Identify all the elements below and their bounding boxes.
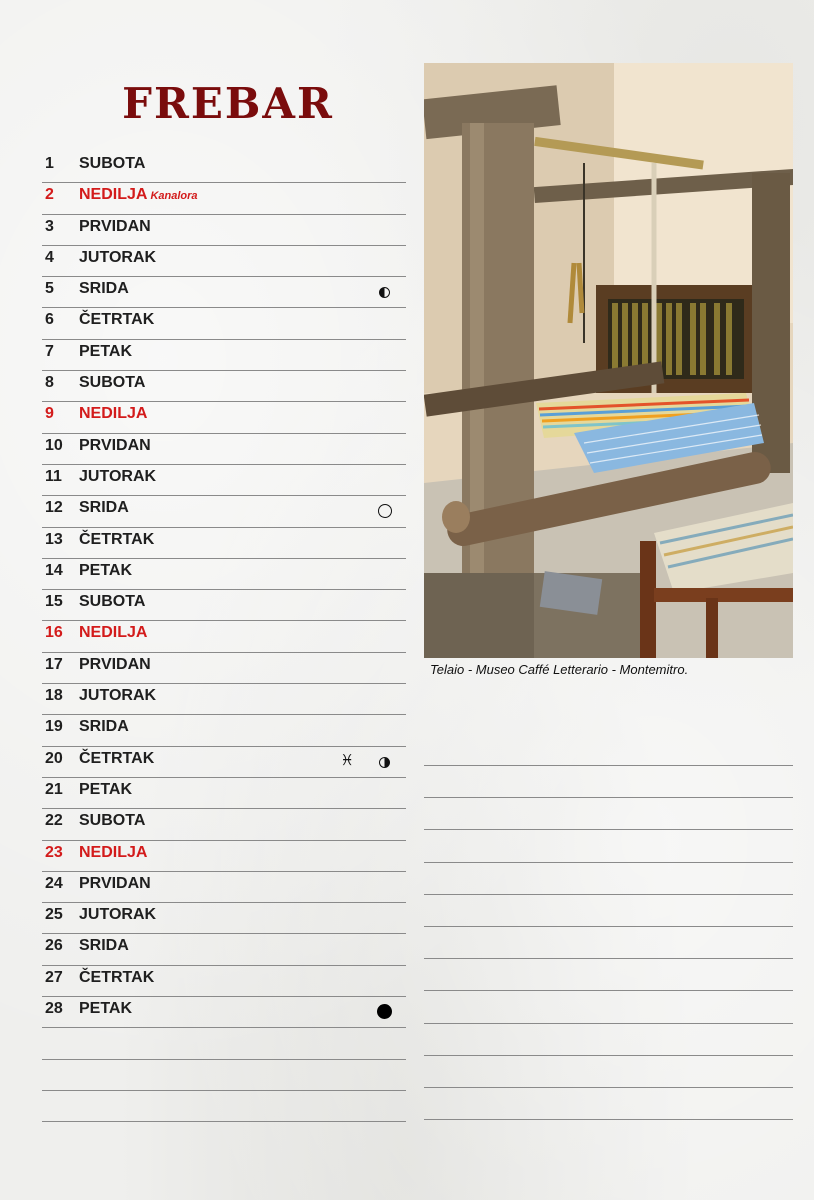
day-name [79, 656, 151, 674]
note-line [424, 958, 793, 990]
day-row [42, 434, 406, 465]
day-name [79, 499, 129, 517]
day-row [42, 277, 406, 308]
day-number: 5 [45, 280, 54, 298]
day-name-text: SRIDA [79, 718, 129, 736]
day-number: 7 [45, 342, 54, 360]
day-number: 10 [45, 436, 63, 454]
roller-end [442, 501, 470, 533]
day-name-text: SUBOTA [79, 593, 146, 611]
day-name [79, 343, 132, 361]
day-row [42, 559, 406, 590]
day-name [79, 311, 154, 329]
day-name [79, 280, 129, 298]
day-row [42, 371, 406, 402]
photo-caption: Telaio - Museo Caffé Letterario - Montemitro. [430, 662, 689, 677]
day-number: 2 [45, 186, 54, 204]
note-line [424, 1087, 793, 1119]
first-quarter-moon-icon [379, 757, 390, 768]
day-name-text: JUTORAK [79, 906, 157, 924]
day-row [42, 308, 406, 339]
day-number: 28 [45, 1000, 63, 1018]
day-name-text: SRIDA [79, 499, 129, 517]
day-number: 11 [45, 467, 62, 485]
day-row [42, 841, 406, 872]
day-row [42, 1091, 406, 1122]
day-name-text: PETAK [79, 342, 133, 360]
day-name [79, 155, 145, 173]
full-moon-icon [378, 504, 392, 518]
zodiac-pisces-icon: ♓ [340, 750, 354, 769]
loom-photo-illustration [424, 63, 793, 658]
day-row [42, 215, 406, 246]
last-quarter-moon-icon [379, 287, 390, 298]
chair-leg-front [640, 541, 656, 658]
note-line [424, 765, 793, 797]
day-name-text: NEDILJA [79, 186, 148, 204]
day-row [42, 621, 406, 652]
day-row [42, 465, 406, 496]
day-row [42, 903, 406, 934]
day-name-text: ČETRTAK [79, 749, 155, 767]
day-name [79, 437, 151, 455]
day-number: 23 [45, 843, 63, 861]
note-line [424, 862, 793, 894]
month-title: FREBAR [122, 79, 334, 128]
day-row [42, 809, 406, 840]
day-number: 18 [45, 687, 63, 705]
day-name [79, 374, 145, 392]
day-row [42, 715, 406, 746]
day-row [42, 1060, 406, 1091]
new-moon-icon [377, 1004, 392, 1019]
note-line [424, 1119, 793, 1151]
day-row [42, 496, 406, 527]
day-number: 24 [45, 874, 63, 892]
day-name-text: JUTORAK [79, 467, 157, 485]
chair-rail [654, 588, 793, 602]
day-number: 21 [45, 780, 63, 798]
day-name [79, 718, 129, 736]
day-row [42, 402, 406, 433]
day-number: 15 [45, 593, 63, 611]
day-number: 3 [45, 217, 54, 235]
day-row [42, 872, 406, 903]
day-name [79, 781, 132, 799]
day-row [42, 1028, 406, 1059]
day-name-text: ČETRTAK [79, 968, 155, 986]
day-name [79, 906, 156, 924]
day-row [42, 183, 406, 214]
day-number: 12 [45, 499, 63, 517]
day-name [79, 875, 151, 893]
day-number: 8 [45, 374, 54, 392]
day-name-text: NEDILJA [79, 624, 148, 642]
day-number: 27 [45, 968, 63, 986]
day-name [79, 969, 154, 987]
note-line [424, 1055, 793, 1087]
day-name-text: JUTORAK [79, 687, 157, 705]
day-name-text: ČETRTAK [79, 311, 155, 329]
day-row [42, 934, 406, 965]
day-number: 19 [45, 718, 63, 736]
day-row [42, 340, 406, 371]
day-row [42, 653, 406, 684]
day-number: 6 [45, 311, 54, 329]
day-name-text: NEDILJA [79, 843, 148, 861]
day-number: 4 [45, 248, 54, 266]
day-name-text: JUTORAK [79, 248, 157, 266]
day-number: 16 [45, 624, 63, 642]
day-row [42, 528, 406, 559]
day-row [42, 684, 406, 715]
notes-area [424, 765, 793, 1151]
day-name-text: SRIDA [79, 280, 129, 298]
day-number: 13 [45, 530, 63, 548]
day-name [79, 1000, 132, 1018]
day-number: 22 [45, 812, 63, 830]
day-name [79, 468, 156, 486]
day-number: 1 [45, 155, 54, 172]
day-name-text: ČETRTAK [79, 530, 155, 548]
day-name-text: SUBOTA [79, 155, 146, 172]
day-name-text: PETAK [79, 780, 133, 798]
day-row [42, 590, 406, 621]
day-number: 14 [45, 561, 63, 579]
note-line [424, 926, 793, 958]
day-number: 26 [45, 937, 63, 955]
day-name-text: PRVIDAN [79, 436, 151, 454]
day-row [42, 246, 406, 277]
day-row [42, 778, 406, 809]
day-name [79, 750, 154, 768]
day-row [42, 997, 406, 1028]
note-line [424, 797, 793, 829]
day-row [42, 747, 406, 778]
chair-leg-back [706, 598, 718, 658]
day-name [79, 624, 147, 642]
day-row [42, 966, 406, 997]
day-number: 20 [45, 749, 63, 767]
loom-photo [424, 63, 793, 658]
day-list [42, 152, 406, 1122]
note-line [424, 829, 793, 861]
day-number: 9 [45, 405, 54, 423]
day-name [79, 812, 145, 830]
day-name-text: PRVIDAN [79, 655, 151, 673]
day-name-text: PRVIDAN [79, 217, 151, 235]
day-number: 17 [45, 655, 63, 673]
day-name [79, 593, 145, 611]
day-name [79, 405, 147, 423]
day-name-text: SUBOTA [79, 374, 146, 392]
day-name [79, 562, 132, 580]
note-line [424, 1023, 793, 1055]
day-name [79, 186, 198, 204]
day-name-text: SUBOTA [79, 812, 146, 830]
day-name [79, 218, 151, 236]
note-line [424, 894, 793, 926]
day-name [79, 937, 129, 955]
day-name [79, 249, 156, 267]
day-name-text: PETAK [79, 561, 133, 579]
day-name [79, 844, 147, 862]
note-line [424, 990, 793, 1022]
day-number: 25 [45, 906, 63, 924]
holiday-note: Kanalora [150, 190, 198, 203]
day-name-text: SRIDA [79, 937, 129, 955]
day-name-text: PETAK [79, 1000, 133, 1018]
day-name-text: NEDILJA [79, 405, 148, 423]
day-name [79, 687, 156, 705]
day-name [79, 531, 154, 549]
day-row [42, 152, 406, 183]
day-name-text: PRVIDAN [79, 874, 151, 892]
